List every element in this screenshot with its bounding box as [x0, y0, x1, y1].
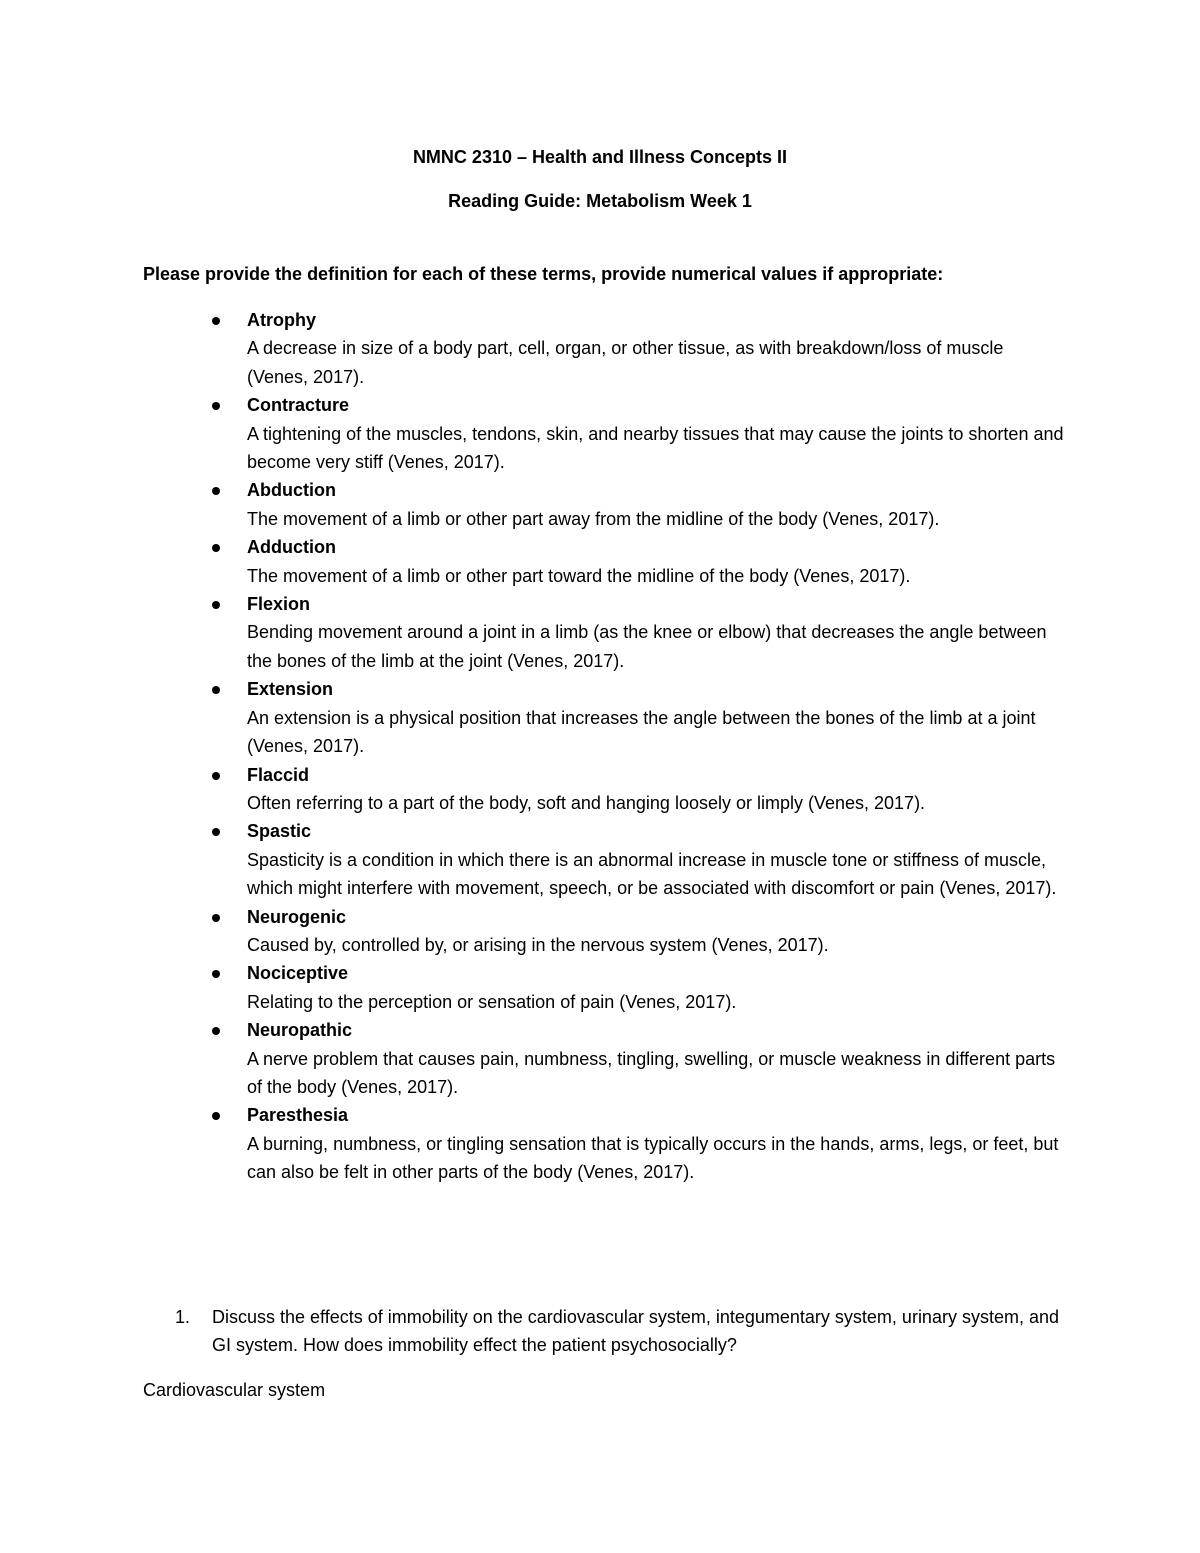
bullet-icon — [212, 772, 220, 780]
term-name: Neuropathic — [247, 1020, 353, 1041]
term-definition: Often referring to a part of the body, soft and hanging loosely or limply (Venes, 2017). — [247, 792, 926, 813]
term-definition: An extension is a physical position that increases the angle between the bones of the limb at a joint (Venes, 2017). — [247, 707, 1036, 757]
term-item — [0, 817, 1067, 902]
term-name: Adduction — [247, 537, 336, 558]
term-definition: Caused by, controlled by, or arising in the nervous system (Venes, 2017). — [247, 934, 829, 955]
term-name: Nociceptive — [247, 963, 349, 984]
term-item — [0, 533, 1067, 590]
question-number: 1. — [175, 1307, 191, 1327]
bullet-icon — [212, 914, 220, 922]
term-definition: The movement of a limb or other part away from the midline of the body (Venes, 2017). — [247, 508, 940, 529]
term-definition: Bending movement around a joint in a limb (as the knee or elbow) that decreases the angle between the bones of the limb at the joint (Venes, 2017). — [247, 622, 1047, 671]
document-title: NMNC 2310 – Health and Illness Concepts II — [412, 147, 788, 167]
bullet-icon — [212, 544, 220, 552]
document-subtitle: Reading Guide: Metabolism Week 1 — [448, 191, 752, 211]
bullet-icon — [212, 317, 220, 325]
term-definition: A nerve problem that causes pain, numbness, tingling, swelling, or muscle weakness in different parts of the body (Venes, 2017). — [247, 1048, 1056, 1097]
term-name: Paresthesia — [247, 1105, 349, 1126]
bullet-icon — [212, 686, 220, 694]
question-item — [175, 1303, 1075, 1360]
term-name: Atrophy — [247, 310, 316, 330]
term-item — [0, 306, 1067, 391]
term-item — [0, 959, 1067, 1016]
term-item — [0, 476, 1067, 533]
term-item — [0, 1101, 1067, 1186]
term-name: Abduction — [247, 480, 336, 501]
bullet-icon — [212, 601, 220, 609]
term-name: Spastic — [247, 821, 312, 842]
term-item — [0, 590, 1067, 675]
term-definition: Spasticity is a condition in which there is an abnormal increase in muscle tone or stiffness of muscle, which might interfere with movement, speech, or be associated with discomfort or pain (Venes, 2017). — [247, 849, 1057, 899]
term-definition: A tightening of the muscles, tendons, skin, and nearby tissues that may cause the joints to shorten and become very stiff (Venes, 2017). — [247, 423, 1064, 473]
term-name: Flexion — [247, 594, 311, 615]
bullet-icon — [212, 970, 220, 978]
term-name: Neurogenic — [247, 906, 347, 927]
instructions-text: Please provide the definition for each of these terms, provide numerical values if appropriate: — [143, 264, 944, 284]
bullet-icon — [212, 487, 220, 495]
term-name: Extension — [247, 679, 334, 700]
term-item — [0, 761, 1067, 818]
term-definition: A burning, numbness, or tingling sensation that is typically occurs in the hands, arms, legs, or feet, but can also be felt in other parts of the body (Venes, 2017). — [247, 1133, 1059, 1183]
bullet-icon — [212, 402, 220, 410]
term-item — [0, 903, 1067, 960]
term-item — [0, 391, 1067, 476]
term-item — [0, 675, 1067, 760]
section-label: Cardiovascular system — [143, 1380, 326, 1400]
term-definition: Relating to the perception or sensation of pain (Venes, 2017). — [247, 991, 737, 1012]
term-name: Flaccid — [247, 764, 310, 785]
term-list — [0, 306, 1200, 1187]
bullet-icon — [212, 1112, 220, 1120]
question-text: Discuss the effects of immobility on the cardiovascular system, integumentary system, urinary system, and GI system. How does immobility effect the patient psychosocially? — [212, 1307, 1059, 1356]
term-name: Contracture — [247, 395, 350, 416]
term-definition: A decrease in size of a body part, cell, organ, or other tissue, as with breakdown/loss of muscle (Venes, 2017). — [247, 338, 1004, 387]
bullet-icon — [212, 1027, 220, 1035]
bullet-icon — [212, 828, 220, 836]
term-definition: The movement of a limb or other part toward the midline of the body (Venes, 2017). — [247, 565, 911, 586]
term-item — [0, 1016, 1067, 1101]
